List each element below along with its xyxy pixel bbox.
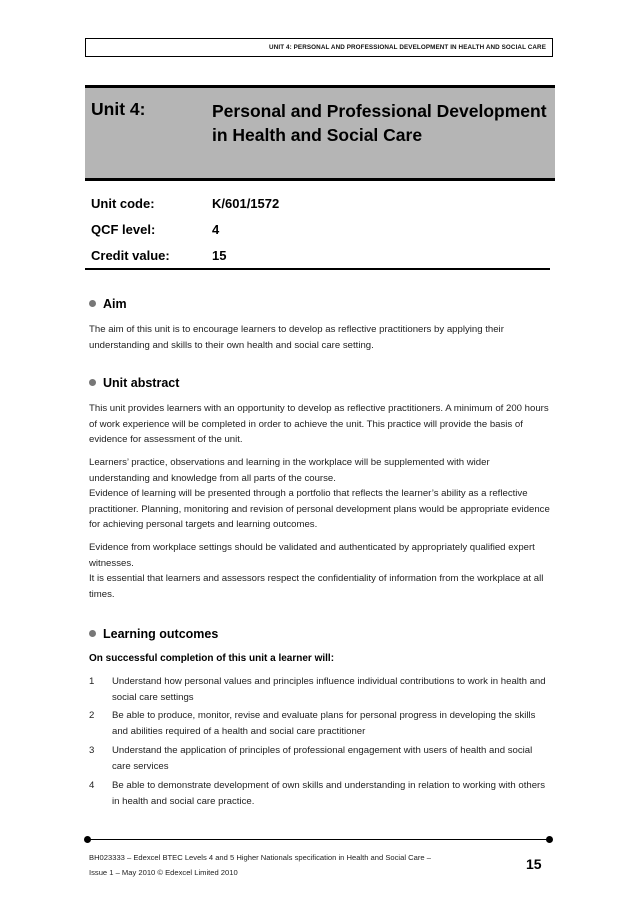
abstract-heading [89,376,179,390]
outcome-item [89,708,551,739]
footer-rule [88,839,548,840]
abstract-heading-text: Unit abstract [103,376,180,390]
outcome-text: Be able to produce, monitor, revise and evaluate plans for personal progress in developing the skills and abilities required of a health and social care practitioner [112,710,536,737]
meta-value: 4 [212,222,220,237]
bullet-icon [89,630,96,637]
outcome-number: 1 [89,676,95,687]
meta-row-credit-value [91,248,227,263]
meta-divider [85,268,550,270]
outcomes-heading-text: Learning outcomes [103,627,219,641]
meta-label: Unit code: [91,196,155,211]
footer-line-2: Issue 1 – May 2010 © Edexcel Limited 2010 [89,867,238,877]
outcome-number: 4 [89,780,95,791]
meta-row-qcf-level [91,222,220,237]
meta-value: 15 [212,248,227,263]
footer-text [89,851,509,880]
meta-label: QCF level: [91,222,156,237]
abstract-paragraph: Evidence from workplace settings should be validated and authenticated by appropriately qualified expert witnesses. [89,542,535,569]
meta-label: Credit value: [91,248,170,263]
running-header-text: UNIT 4: PERSONAL AND PROFESSIONAL DEVELOPMENT IN HEALTH AND SOCIAL CARE [269,44,546,51]
outcome-item [89,674,551,705]
abstract-paragraph: Evidence of learning will be presented through a portfolio that reflects the learner’s ability as a reflective practitioner. Planning, monitoring and revision of personal development plans would be appropriate evidence for achieving personal targets and learning outcomes. [89,488,550,530]
unit-number: Unit 4: [91,99,146,119]
outcome-number: 3 [89,745,95,756]
aim-text: The aim of this unit is to encourage learners to develop as reflective practitioners by applying their understanding and skills to their own health and social care setting. [89,324,504,351]
footer-line-1: BH023333 – Edexcel BTEC Levels 4 and 5 Higher Nationals specification in Health and Social Care – [89,853,431,862]
bullet-icon [89,300,96,307]
outcome-item [89,778,551,809]
bullet-icon [89,379,96,386]
abstract-paragraph: It is essential that learners and assessors respect the confidentiality of information from the workplace at all times. [89,573,544,600]
meta-row-unit-code [91,196,280,211]
page-number: 15 [526,856,542,872]
outcome-number: 2 [89,710,95,721]
aim-heading-text: Aim [103,297,127,311]
meta-value: K/601/1572 [212,196,280,211]
aim-heading [89,297,127,311]
footer-rule-dot-left [84,836,91,843]
outcome-text: Be able to demonstrate development of own skills and understanding in relation to working with others in health and social care practice. [112,780,546,807]
outcome-item [89,743,551,774]
outcome-text: Understand the application of principles of professional engagement with users of health and social care services [112,745,533,772]
abstract-paragraph: This unit provides learners with an opportunity to develop as reflective practitioners. A minimum of 200 hours of work experience will be completed in order to achieve the unit. This practice will provide the basis of evidence for assessment of the unit. [89,403,549,445]
outcome-text: Understand how personal values and principles influence individual contributions to work in health and social care settings [112,676,546,703]
outcomes-intro: On successful completion of this unit a learner will: [89,653,335,664]
unit-title: Personal and Professional Development in Health and Social Care [212,101,547,145]
abstract-paragraph: Learners’ practice, observations and learning in the workplace will be supplemented with wider understanding and knowledge from all parts of the course. [89,457,490,484]
running-header [85,38,553,57]
unit-title-band [85,85,555,181]
outcomes-heading [89,627,218,641]
footer-rule-dot-right [546,836,553,843]
